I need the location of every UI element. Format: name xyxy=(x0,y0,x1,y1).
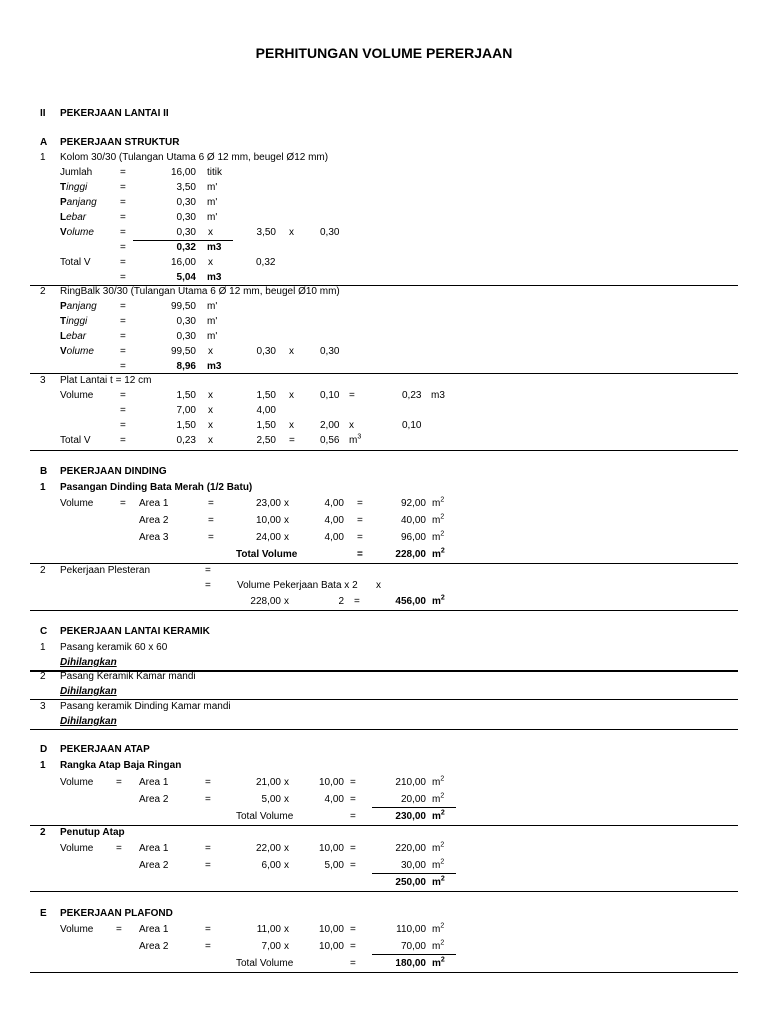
group-letter: C xyxy=(40,626,48,637)
label-initial: T xyxy=(60,316,67,327)
row-label: Volume xyxy=(60,924,94,935)
value-cell: 0,30 xyxy=(320,346,340,357)
value-cell: 0,30 xyxy=(176,212,196,223)
row-label xyxy=(60,331,86,343)
item-title: Pasangan Dinding Bata Merah (1/2 Batu) xyxy=(60,482,253,493)
row-divider xyxy=(30,373,738,374)
unit-cell xyxy=(432,549,445,561)
group-title: PEKERJAAN STRUKTUR xyxy=(60,137,180,148)
label-initial: L xyxy=(60,212,67,223)
row-label xyxy=(60,316,87,328)
value-cell: 1,50 xyxy=(256,420,276,431)
total-label: Total Volume xyxy=(236,811,294,822)
group-title: PEKERJAAN PLAFOND xyxy=(60,908,173,919)
row-label: Jumlah xyxy=(60,167,93,178)
label-rest: anjang xyxy=(66,197,97,208)
unit-exponent: 3 xyxy=(357,433,362,441)
row-label xyxy=(60,182,87,194)
equals-sign: = xyxy=(120,197,126,208)
section-title: PEKERJAAN LANTAI II xyxy=(60,108,169,119)
group-letter: D xyxy=(40,744,48,755)
equals-sign: = xyxy=(120,301,126,312)
value-cell: 10,00 xyxy=(318,777,344,788)
row-label xyxy=(60,197,97,209)
unit-base: m xyxy=(432,958,441,969)
unit-cell xyxy=(432,515,444,527)
item-number: 3 xyxy=(40,701,46,712)
equals-sign: = xyxy=(120,390,126,401)
value-cell: 23,00 xyxy=(255,498,281,509)
result-cell: 0,23 xyxy=(402,390,422,401)
unit-cell xyxy=(432,860,444,872)
item-number: 1 xyxy=(40,642,46,653)
item-number: 2 xyxy=(40,565,46,576)
equals-sign: = xyxy=(120,346,126,357)
multiply-sign: x xyxy=(284,498,289,509)
area-label: Area 2 xyxy=(139,515,169,526)
result-cell: 20,00 xyxy=(400,794,426,805)
unit-base: m xyxy=(432,843,441,854)
value-cell: 21,00 xyxy=(255,777,281,788)
equals-sign: = xyxy=(120,331,126,342)
value-cell: 7,00 xyxy=(176,405,196,416)
result-cell: 0,56 xyxy=(320,435,340,446)
subtotal-line xyxy=(372,807,456,808)
equals-sign: = xyxy=(120,405,126,416)
result-cell: 8,96 xyxy=(176,361,196,372)
unit-exponent: 2 xyxy=(440,547,445,555)
equals-sign: = xyxy=(205,794,211,805)
row-label xyxy=(60,227,94,239)
value-cell: 0,30 xyxy=(176,316,196,327)
unit-cell xyxy=(432,877,445,889)
area-label: Area 1 xyxy=(139,498,169,509)
value-cell: 228,00 xyxy=(250,596,281,607)
value-cell: 16,00 xyxy=(170,167,196,178)
value-cell: 5,00 xyxy=(261,794,281,805)
unit-exponent: 2 xyxy=(440,875,445,883)
unit-exponent: 2 xyxy=(440,594,445,602)
equals-sign: = xyxy=(120,361,126,372)
value-cell: 1,50 xyxy=(256,390,276,401)
equals-sign: = xyxy=(208,515,214,526)
equals-sign: = xyxy=(350,941,356,952)
area-label: Area 1 xyxy=(139,777,169,788)
result-cell: 220,00 xyxy=(395,843,426,854)
result-cell: 210,00 xyxy=(395,777,426,788)
row-divider xyxy=(30,825,738,826)
label-rest: inggi xyxy=(66,182,88,193)
unit-base: m xyxy=(432,794,441,805)
unit-exponent: 2 xyxy=(440,513,445,521)
unit-cell xyxy=(432,958,445,970)
row-divider xyxy=(30,450,738,451)
multiply-sign: x xyxy=(208,257,213,268)
unit-base: m xyxy=(432,532,441,543)
equals-sign: = xyxy=(120,498,126,509)
equals-sign: = xyxy=(116,924,122,935)
multiply-sign: x xyxy=(208,435,213,446)
equals-sign: = xyxy=(120,242,126,253)
result-cell: 5,04 xyxy=(176,272,196,283)
equals-sign: = xyxy=(357,498,363,509)
value-cell: 10,00 xyxy=(318,843,344,854)
row-label xyxy=(60,301,97,313)
unit-cell: m' xyxy=(207,182,218,193)
item-number: 3 xyxy=(40,375,46,386)
unit-exponent: 2 xyxy=(440,496,445,504)
group-letter: B xyxy=(40,466,48,477)
value-cell: 99,50 xyxy=(170,346,196,357)
equals-sign: = xyxy=(120,257,126,268)
multiply-sign: x xyxy=(284,532,289,543)
unit-base: m xyxy=(432,549,441,560)
result-cell: 70,00 xyxy=(400,941,426,952)
equals-sign: = xyxy=(205,580,211,591)
unit-cell xyxy=(432,777,444,789)
value-cell: 4,00 xyxy=(324,498,344,509)
unit-cell xyxy=(432,941,444,953)
multiply-sign: x xyxy=(289,390,294,401)
row-divider xyxy=(30,891,738,892)
equals-sign: = xyxy=(120,420,126,431)
value-cell: 4,00 xyxy=(324,515,344,526)
multiply-sign: x xyxy=(284,941,289,952)
multiply-sign: x xyxy=(284,843,289,854)
value-cell: 0,23 xyxy=(176,435,196,446)
unit-cell: m' xyxy=(207,197,218,208)
unit-cell xyxy=(432,794,444,806)
row-label xyxy=(60,212,86,224)
group-title: PEKERJAAN ATAP xyxy=(60,744,150,755)
multiply-sign: x xyxy=(208,346,213,357)
value-cell: 16,00 xyxy=(170,257,196,268)
value-cell: 0,30 xyxy=(176,197,196,208)
unit-base: m xyxy=(432,515,441,526)
item-title: Pasang Keramik Kamar mandi xyxy=(60,671,196,682)
value-cell: 11,00 xyxy=(256,924,281,935)
label-rest: ebar xyxy=(66,331,87,342)
row-divider xyxy=(30,699,738,700)
equals-sign: = xyxy=(349,390,355,401)
unit-base: m xyxy=(432,941,441,952)
multiply-sign: x xyxy=(284,777,289,788)
value-cell: 2 xyxy=(338,596,344,607)
area-label: Area 2 xyxy=(139,941,169,952)
result-cell: 0,32 xyxy=(176,242,196,253)
value-cell: 4,00 xyxy=(324,794,344,805)
total-value: 180,00 xyxy=(395,958,426,969)
value-cell: 10,00 xyxy=(318,941,344,952)
value-cell: 0,10 xyxy=(402,420,422,431)
row-label: Volume xyxy=(60,843,94,854)
group-title: PEKERJAAN LANTAI KERAMIK xyxy=(60,626,210,637)
unit-exponent: 2 xyxy=(440,939,445,947)
area-label: Area 3 xyxy=(139,532,169,543)
value-cell: 22,00 xyxy=(255,843,281,854)
unit-base: m xyxy=(432,777,441,788)
equals-sign: = xyxy=(120,435,126,446)
multiply-sign: x xyxy=(284,860,289,871)
equals-sign: = xyxy=(350,843,356,854)
label-rest: olume xyxy=(66,227,94,238)
subtotal-line xyxy=(372,954,456,955)
unit-base: m xyxy=(432,811,441,822)
unit-cell: m3 xyxy=(207,272,222,283)
value-cell: 3,50 xyxy=(176,182,196,193)
value-cell: 1,50 xyxy=(176,420,196,431)
subtotal-line xyxy=(133,240,233,241)
total-label: Total Volume xyxy=(236,549,298,560)
equals-sign: = xyxy=(208,532,214,543)
subtotal-line xyxy=(372,873,456,874)
item-number: 2 xyxy=(40,827,46,838)
multiply-sign: x xyxy=(349,420,354,431)
page-title: PERHITUNGAN VOLUME PERERJAAN xyxy=(255,45,513,61)
unit-cell xyxy=(432,532,444,544)
value-cell: 24,00 xyxy=(255,532,281,543)
unit-base: m xyxy=(349,435,358,446)
removed-note: Dihilangkan xyxy=(60,657,117,668)
value-cell: 1,50 xyxy=(176,390,196,401)
unit-exponent: 2 xyxy=(440,792,445,800)
item-title: Pekerjaan Plesteran xyxy=(60,565,151,576)
unit-cell: m' xyxy=(207,331,218,342)
row-divider xyxy=(30,729,738,730)
unit-cell xyxy=(349,435,361,447)
equals-sign: = xyxy=(357,549,363,560)
area-label: Area 2 xyxy=(139,860,169,871)
total-value: 456,00 xyxy=(395,596,426,607)
value-cell: 99,50 xyxy=(170,301,196,312)
equals-sign: = xyxy=(205,843,211,854)
total-label: Total Volume xyxy=(236,958,294,969)
area-label: Area 1 xyxy=(139,843,169,854)
item-number: 1 xyxy=(40,152,46,163)
item-number: 2 xyxy=(40,671,46,682)
unit-cell: m' xyxy=(207,316,218,327)
multiply-sign: x xyxy=(208,390,213,401)
value-cell: 7,00 xyxy=(261,941,281,952)
multiply-sign: x xyxy=(376,580,381,591)
equals-sign: = xyxy=(350,794,356,805)
unit-cell: m3 xyxy=(431,390,445,401)
equals-sign: = xyxy=(205,924,211,935)
total-value: 228,00 xyxy=(395,549,426,560)
multiply-sign: x xyxy=(284,515,289,526)
equals-sign: = xyxy=(289,435,295,446)
total-value: 250,00 xyxy=(395,877,426,888)
multiply-sign: x xyxy=(208,420,213,431)
unit-exponent: 2 xyxy=(440,530,445,538)
row-divider xyxy=(30,563,738,564)
equals-sign: = xyxy=(120,227,126,238)
value-cell: 0,30 xyxy=(176,331,196,342)
item-title: Rangka Atap Baja Ringan xyxy=(60,760,182,771)
equals-sign: = xyxy=(120,316,126,327)
row-label xyxy=(60,346,94,358)
unit-base: m xyxy=(432,498,441,509)
equals-sign: = xyxy=(350,811,356,822)
equals-sign: = xyxy=(357,515,363,526)
unit-base: m xyxy=(432,924,441,935)
unit-cell xyxy=(432,811,445,823)
row-label: Volume xyxy=(60,498,94,509)
row-label: Volume xyxy=(60,777,94,788)
multiply-sign: x xyxy=(289,420,294,431)
total-value: 230,00 xyxy=(395,811,426,822)
row-divider xyxy=(30,610,738,611)
item-title: Pasang keramik Dinding Kamar mandi xyxy=(60,701,231,712)
result-cell: 92,00 xyxy=(400,498,426,509)
unit-cell: m3 xyxy=(207,242,222,253)
equals-sign: = xyxy=(120,212,126,223)
item-title: RingBalk 30/30 (Tulangan Utama 6 Ø 12 mm, beugel Ø10 mm) xyxy=(60,286,340,297)
multiply-sign: x xyxy=(284,596,289,607)
item-title: Penutup Atap xyxy=(60,827,125,838)
multiply-sign: x xyxy=(289,346,294,357)
item-number: 1 xyxy=(40,482,46,493)
unit-cell xyxy=(432,596,445,608)
item-number: 1 xyxy=(40,760,46,771)
label-rest: inggi xyxy=(66,316,88,327)
multiply-sign: x xyxy=(208,405,213,416)
item-title: Kolom 30/30 (Tulangan Utama 6 Ø 12 mm, beugel Ø12 mm) xyxy=(60,152,329,163)
unit-cell: titik xyxy=(207,167,222,178)
equals-sign: = xyxy=(350,924,356,935)
unit-exponent: 2 xyxy=(440,809,445,817)
formula-text: Volume Pekerjaan Bata x 2 xyxy=(237,580,358,591)
unit-exponent: 2 xyxy=(440,858,445,866)
label-initial: V xyxy=(60,346,67,357)
group-letter: A xyxy=(40,137,48,148)
section-number: II xyxy=(40,108,46,119)
removed-note: Dihilangkan xyxy=(60,716,117,727)
row-divider xyxy=(30,972,738,973)
value-cell: 0,30 xyxy=(176,227,196,238)
row-label: Total V xyxy=(60,257,91,268)
group-title: PEKERJAAN DINDING xyxy=(60,466,167,477)
group-letter: E xyxy=(40,908,47,919)
result-cell: 110,00 xyxy=(396,924,426,935)
removed-note: Dihilangkan xyxy=(60,686,117,697)
equals-sign: = xyxy=(205,860,211,871)
equals-sign: = xyxy=(116,777,122,788)
unit-cell: m3 xyxy=(207,361,222,372)
unit-cell: m' xyxy=(207,212,218,223)
multiply-sign: x xyxy=(208,227,213,238)
unit-base: m xyxy=(432,860,441,871)
value-cell: 0,32 xyxy=(256,257,276,268)
multiply-sign: x xyxy=(284,924,289,935)
unit-cell xyxy=(432,498,444,510)
unit-cell: m' xyxy=(207,301,218,312)
unit-exponent: 2 xyxy=(440,775,445,783)
unit-base: m xyxy=(432,877,441,888)
unit-base: m xyxy=(432,596,441,607)
value-cell: 0,30 xyxy=(256,346,276,357)
value-cell: 0,10 xyxy=(320,390,340,401)
result-cell: 96,00 xyxy=(400,532,426,543)
area-label: Area 2 xyxy=(139,794,169,805)
multiply-sign: x xyxy=(289,227,294,238)
unit-cell xyxy=(432,924,444,936)
item-title: Pasang keramik 60 x 60 xyxy=(60,642,168,653)
multiply-sign: x xyxy=(284,794,289,805)
equals-sign: = xyxy=(357,532,363,543)
value-cell: 2,50 xyxy=(256,435,276,446)
value-cell: 6,00 xyxy=(261,860,281,871)
result-cell: 30,00 xyxy=(400,860,426,871)
unit-exponent: 2 xyxy=(440,922,445,930)
label-initial: P xyxy=(60,197,67,208)
label-initial: L xyxy=(60,331,67,342)
unit-exponent: 2 xyxy=(440,956,445,964)
label-rest: anjang xyxy=(66,301,97,312)
label-rest: olume xyxy=(66,346,94,357)
equals-sign: = xyxy=(350,777,356,788)
equals-sign: = xyxy=(354,596,360,607)
value-cell: 2,00 xyxy=(320,420,340,431)
value-cell: 10,00 xyxy=(318,924,344,935)
equals-sign: = xyxy=(120,272,126,283)
result-cell: 40,00 xyxy=(400,515,426,526)
value-cell: 4,00 xyxy=(324,532,344,543)
equals-sign: = xyxy=(116,843,122,854)
equals-sign: = xyxy=(350,860,356,871)
label-rest: ebar xyxy=(66,212,87,223)
equals-sign: = xyxy=(120,182,126,193)
equals-sign: = xyxy=(205,777,211,788)
value-cell: 10,00 xyxy=(255,515,281,526)
row-label: Total V xyxy=(60,435,91,446)
value-cell: 0,30 xyxy=(320,227,340,238)
value-cell: 3,50 xyxy=(256,227,276,238)
equals-sign: = xyxy=(205,941,211,952)
equals-sign: = xyxy=(205,565,211,576)
area-label: Area 1 xyxy=(139,924,169,935)
row-label: Volume xyxy=(60,390,94,401)
item-number: 2 xyxy=(40,286,46,297)
equals-sign: = xyxy=(208,498,214,509)
label-initial: V xyxy=(60,227,67,238)
label-initial: P xyxy=(60,301,67,312)
label-initial: T xyxy=(60,182,67,193)
unit-exponent: 2 xyxy=(440,841,445,849)
item-title: Plat Lantai t = 12 cm xyxy=(60,375,152,386)
value-cell: 5,00 xyxy=(324,860,344,871)
equals-sign: = xyxy=(120,167,126,178)
equals-sign: = xyxy=(350,958,356,969)
unit-cell xyxy=(432,843,444,855)
value-cell: 4,00 xyxy=(256,405,276,416)
